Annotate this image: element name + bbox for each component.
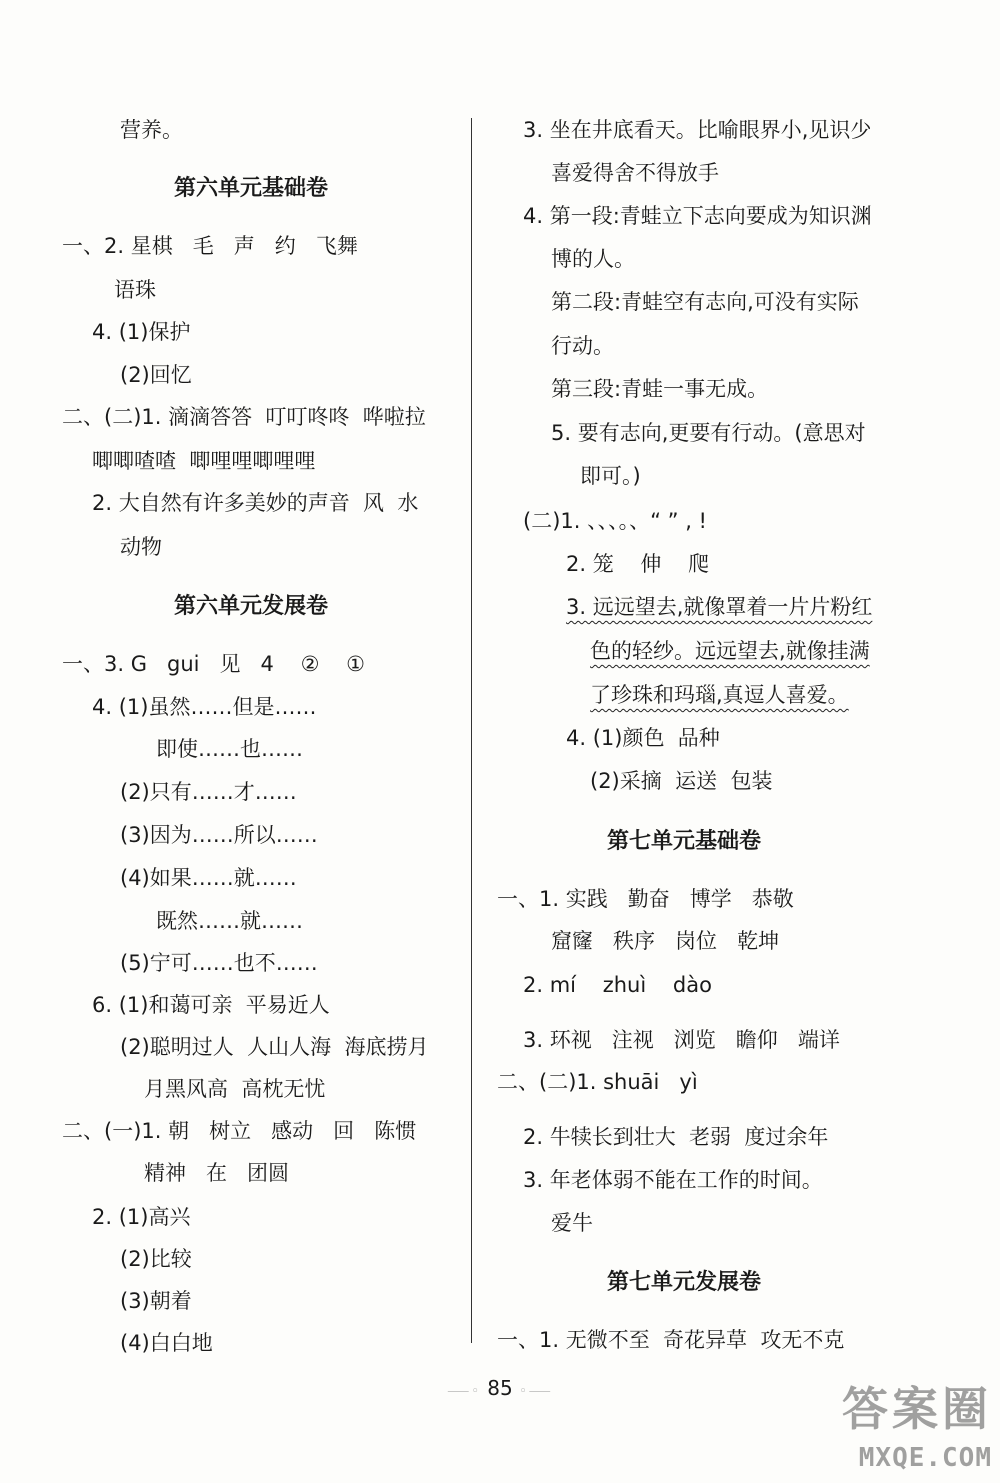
watermark bbox=[842, 1373, 992, 1473]
text-line: 第二段:青蛙空有志向,可没有实际 bbox=[551, 290, 859, 314]
text-line: 精神 在 团圆 bbox=[144, 1161, 290, 1185]
text-line: 月黑风高 高枕无忧 bbox=[144, 1077, 326, 1101]
text-line: (2)回忆 bbox=[120, 363, 192, 387]
text-line: (2)比较 bbox=[120, 1247, 192, 1271]
text-line: 动物 bbox=[120, 535, 162, 559]
text-line: 即使……也…… bbox=[156, 737, 303, 761]
text-line: 既然……就…… bbox=[156, 909, 303, 933]
text-line: 喜爱得舍不得放手 bbox=[551, 161, 719, 185]
text-line: 2. (1)高兴 bbox=[92, 1205, 191, 1229]
text-line: 3. 环视 注视 浏览 瞻仰 端详 bbox=[523, 1028, 840, 1052]
text-line: 一、1. 无微不至 奇花异草 攻无不克 bbox=[497, 1328, 845, 1352]
text-line: 二、(二)1. shuāi yì bbox=[497, 1070, 698, 1094]
section-heading: 第七单元发展卷 bbox=[607, 1270, 762, 1295]
text-line: 2. mí zhuì dào bbox=[523, 973, 712, 997]
ornament-icon: ◦⸺ bbox=[519, 1384, 553, 1399]
watermark-brand: 答案圈 bbox=[842, 1382, 992, 1436]
underlined-answer-line: 3. 远远望去,就像罩着一片片粉红 bbox=[566, 595, 873, 619]
text-line: (2)只有……才…… bbox=[120, 780, 297, 804]
watermark-domain: MXQE.COM bbox=[858, 1443, 992, 1473]
text-line: 一、1. 实践 勤奋 博学 恭敬 bbox=[497, 887, 794, 911]
section-heading: 第七单元基础卷 bbox=[607, 829, 762, 854]
text-line: 3. 坐在井底看天。比喻眼界小,见识少 bbox=[523, 118, 872, 142]
text-line: 即可。) bbox=[580, 464, 641, 488]
text-line: 4. 第一段:青蛙立下志向要成为知识渊 bbox=[523, 204, 872, 228]
text-line: 第三段:青蛙一事无成。 bbox=[551, 377, 769, 401]
text-line: 5. 要有志向,更要有行动。(意思对 bbox=[551, 421, 866, 445]
text-line: 2. 大自然有许多美妙的声音 风 水 bbox=[92, 491, 419, 515]
text-line: (3)朝着 bbox=[120, 1289, 192, 1313]
text-line: (3)因为……所以…… bbox=[120, 823, 318, 847]
text-line: 4. (1)保护 bbox=[92, 320, 191, 344]
underlined-answer-line: 色的轻纱。远远望去,就像挂满 bbox=[590, 639, 870, 663]
underlined-answer-line: 了珍珠和玛瑙,真逗人喜爱。 bbox=[590, 683, 849, 707]
text-line: 2. 笼 伸 爬 bbox=[566, 552, 710, 576]
text-line: (2)采摘 运送 包装 bbox=[590, 769, 773, 793]
text-line: 二、(一)1. 朝 树立 感动 回 陈惯 bbox=[62, 1119, 417, 1143]
page-number-value: 85 bbox=[487, 1376, 513, 1400]
section-heading: 第六单元发展卷 bbox=[174, 594, 329, 619]
text-line: (2)聪明过人 人山人海 海底捞月 bbox=[120, 1035, 429, 1059]
text-line: (4)如果……就…… bbox=[120, 866, 297, 890]
text-line: 爱牛 bbox=[551, 1211, 593, 1235]
text-line: 唧唧喳喳 唧哩哩唧哩哩 bbox=[92, 449, 316, 473]
text-line: (二)1. 、、、。、“ ” , ! bbox=[523, 509, 707, 533]
column-divider bbox=[471, 118, 472, 1343]
text-line: 营养。 bbox=[120, 118, 183, 142]
text-line: 博的人。 bbox=[551, 247, 635, 271]
text-line: 语珠 bbox=[114, 278, 156, 302]
section-heading: 第六单元基础卷 bbox=[174, 176, 329, 201]
text-line: 一、2. 星棋 毛 声 约 飞舞 bbox=[62, 234, 358, 258]
text-line: 二、(二)1. 滴滴答答 叮叮咚咚 哗啦拉 bbox=[62, 405, 426, 429]
text-line: 窟窿 秩序 岗位 乾坤 bbox=[551, 929, 780, 953]
text-line: 行动。 bbox=[551, 334, 614, 358]
text-line: 6. (1)和蔼可亲 平易近人 bbox=[92, 993, 330, 1017]
text-line: 一、3. G gui 见 4 ② ① bbox=[62, 652, 365, 676]
text-line: (4)白白地 bbox=[120, 1331, 213, 1355]
text-line: (5)宁可……也不…… bbox=[120, 951, 318, 975]
ornament-icon: ⸺◦ bbox=[447, 1384, 481, 1399]
text-line: 3. 年老体弱不能在工作的时间。 bbox=[523, 1168, 823, 1192]
text-line: 2. 牛犊长到壮大 老弱 度过余年 bbox=[523, 1125, 829, 1149]
text-line: 4. (1)虽然……但是…… bbox=[92, 695, 317, 719]
text-line: 4. (1)颜色 品种 bbox=[566, 726, 720, 750]
